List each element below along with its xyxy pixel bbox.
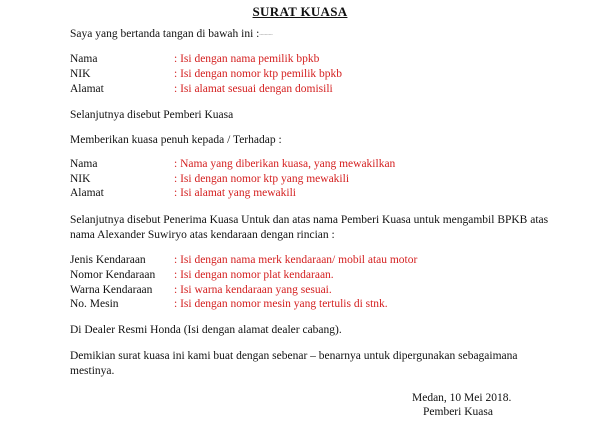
- receiver-row-name: [70, 157, 395, 171]
- vehicle-engine-value: : Isi dengan nomor mesin yang tertulis di stnk.: [174, 298, 388, 310]
- receiver-row-address: [70, 186, 296, 200]
- vehicle-row-type: [70, 253, 417, 267]
- receiver-nik-label: NIK: [70, 173, 91, 185]
- receiver-name-label: Nama: [70, 158, 98, 170]
- vehicle-row-plate: [70, 268, 334, 282]
- intro-tiny-mark: ----------: [259, 32, 273, 37]
- vehicle-row-color: [70, 283, 332, 297]
- vehicle-type-value: : Isi dengan nama merk kendaraan/ mobil atau motor: [174, 254, 418, 266]
- vehicle-color-label: Warna Kendaraan: [70, 284, 153, 296]
- giver-note: Selanjutnya disebut Pemberi Kuasa: [70, 109, 234, 121]
- giver-name-value: : Isi dengan nama pemilik bpkb: [174, 53, 320, 65]
- giver-row-address: [70, 82, 333, 96]
- receiver-note-line-2: nama Alexander Suwiryo atas kendaraan dengan rincian :: [70, 229, 335, 241]
- vehicle-plate-value: : Isi dengan nomor plat kendaraan.: [174, 269, 334, 281]
- grant-line: Memberikan kuasa penuh kepada / Terhadap :: [70, 134, 282, 146]
- vehicle-color-value: : Isi warna kendaraan yang sesuai.: [174, 284, 332, 296]
- giver-address-label: Alamat: [70, 83, 104, 95]
- vehicle-row-engine: [70, 297, 388, 311]
- document-title: SURAT KUASA: [252, 4, 348, 19]
- receiver-row-nik: [70, 172, 349, 186]
- signer-role: Pemberi Kuasa: [423, 406, 493, 418]
- giver-row-name: [70, 52, 319, 66]
- receiver-note-line-1: Selanjutnya disebut Penerima Kuasa Untuk dan atas nama Pemberi Kuasa untuk mengambil BPKB atas: [70, 214, 549, 226]
- intro-text: Saya yang bertanda tangan di bawah ini :: [70, 28, 260, 40]
- giver-address-value: : Isi alamat sesuai dengan domisili: [174, 83, 333, 95]
- intro-line: [70, 27, 273, 42]
- receiver-address-value: : Isi alamat yang mewakili: [174, 187, 296, 199]
- giver-row-nik: [70, 67, 342, 81]
- giver-nik-value: : Isi dengan nomor ktp pemilik bpkb: [174, 68, 343, 80]
- vehicle-plate-label: Nomor Kendaraan: [70, 269, 156, 281]
- dealer-line: Di Dealer Resmi Honda (Isi dengan alamat dealer cabang).: [70, 324, 342, 336]
- giver-nik-label: NIK: [70, 68, 91, 80]
- closing-line-2: mestinya.: [70, 365, 115, 377]
- receiver-name-value: : Nama yang diberikan kuasa, yang mewakilkan: [174, 158, 396, 170]
- receiver-address-label: Alamat: [70, 187, 104, 199]
- receiver-nik-value: : Isi dengan nomor ktp yang mewakili: [174, 173, 350, 185]
- giver-name-label: Nama: [70, 53, 98, 65]
- closing-line-1: Demikian surat kuasa ini kami buat dengan sebenar – benarnya untuk dipergunakan sebagaimana: [70, 350, 518, 362]
- vehicle-engine-label: No. Mesin: [70, 298, 119, 310]
- place-date: Medan, 10 Mei 2018.: [412, 392, 512, 404]
- vehicle-type-label: Jenis Kendaraan: [70, 254, 146, 266]
